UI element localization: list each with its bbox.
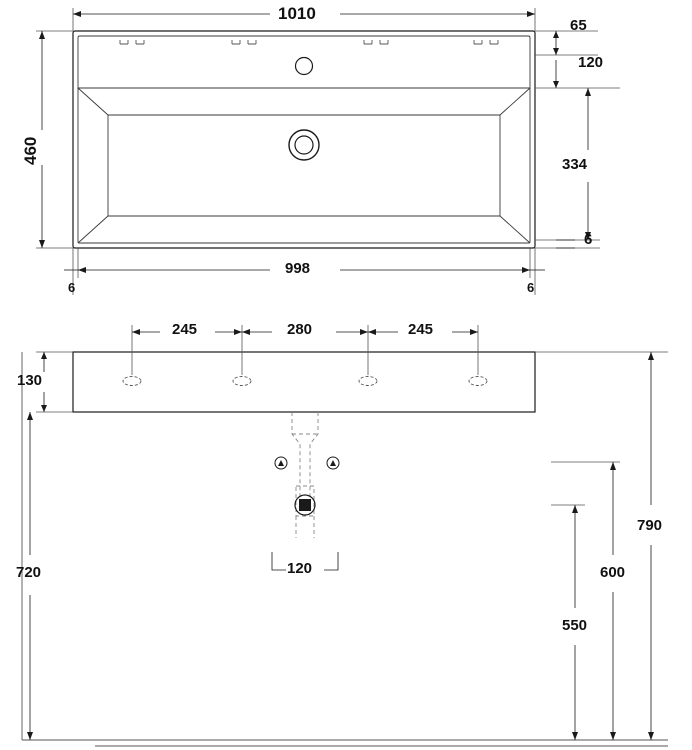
dim-right-top-medium: 120: [578, 54, 604, 71]
dim-top-height: 460: [21, 136, 40, 165]
dim-front-span-center: 280: [287, 321, 313, 338]
dim-right-bottom-small: 6: [584, 231, 593, 248]
bowl-back-bevel: [78, 88, 530, 115]
dim-top-inner-width: 998: [285, 260, 311, 277]
front-basin-rect: [73, 352, 535, 412]
dim-front-floor-height: 720: [16, 564, 42, 581]
dim-right-mid-tall: 600: [600, 564, 626, 581]
waste-valve: [295, 495, 315, 515]
dim-right-top-small: 65: [570, 17, 587, 34]
drain-outer-circle: [289, 130, 319, 160]
drain-inner-circle: [295, 136, 313, 154]
dim-front-span-right: 245: [408, 321, 434, 338]
wall-connectors: [275, 457, 339, 469]
dim-front-basin-height: 130: [17, 372, 43, 389]
waste-trap-hidden: [292, 412, 318, 538]
dim-right-mid: 334: [562, 156, 588, 173]
fixing-marks-top: [120, 40, 498, 44]
basin-inner-rect: [78, 36, 530, 243]
dim-front-trap-width: 120: [287, 560, 313, 577]
dim-right-short: 550: [562, 617, 588, 634]
dim-right-tall: 790: [637, 517, 663, 534]
front-view: [22, 352, 668, 746]
dim-top-right-offset: 6: [527, 280, 535, 295]
tap-hole: [296, 58, 313, 75]
front-fixing-marks: [123, 377, 487, 386]
basin-outer-rect: [73, 31, 535, 248]
dim-top-overall-width: 1010: [278, 4, 316, 23]
top-view: [73, 31, 535, 248]
top-view-dimensions: [36, 8, 620, 295]
dim-top-left-offset: 6: [68, 280, 76, 295]
dim-front-span-left: 245: [172, 321, 198, 338]
front-view-dimensions: [27, 325, 668, 740]
bowl-front-bevel: [78, 216, 530, 243]
